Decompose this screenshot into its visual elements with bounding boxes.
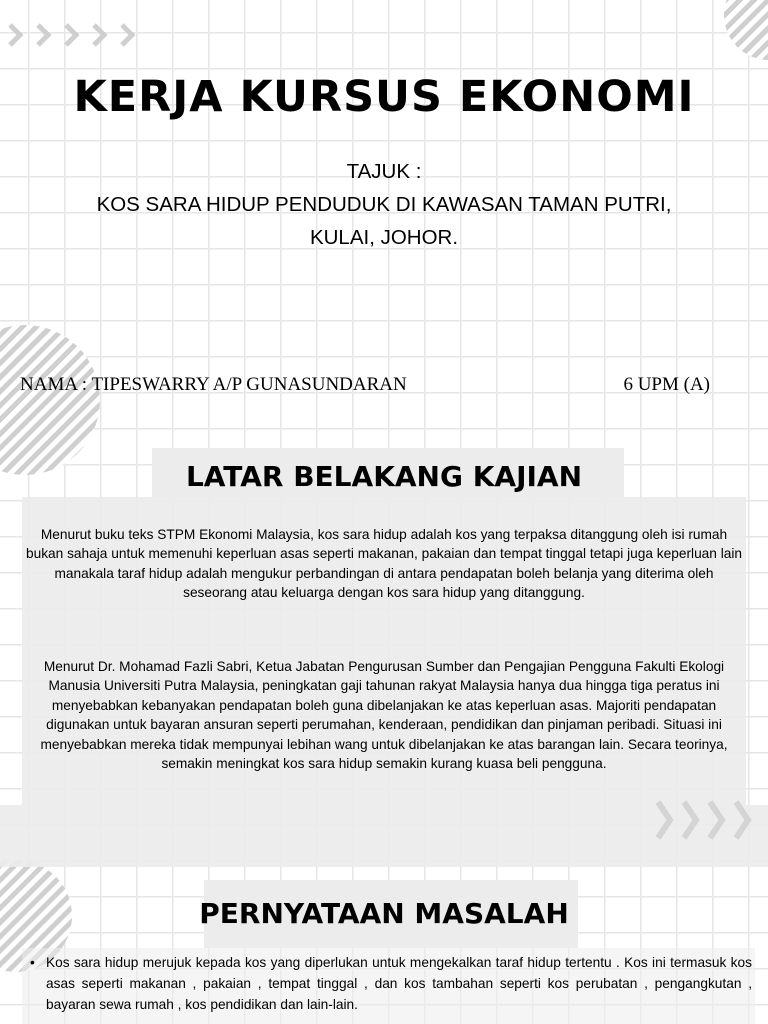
topic-block (0, 155, 768, 254)
section-heading-background-study: LATAR BELAKANG KAJIAN (185, 460, 583, 493)
background-paragraph-1: Menurut buku teks STPM Ekonomi Malaysia, kos sara hidup adalah kos yang terpaksa ditanggung oleh isi rumah bukan sahaja untuk memenuhi keperluan asas seperti makanan, pakaian dan tempat tinggal tetapi juga keperluan lain manakala taraf hidup adalah mengukur perbandingan di antara pendapatan boleh belanja yang diterima oleh seseorang atau keluarga dengan kos sara hidup yang ditanggung. (25, 527, 743, 601)
student-info (20, 374, 710, 396)
bullet-marker: • (30, 955, 35, 970)
section-heading-problem-statement: PERNYATAAN MASALAH (199, 897, 569, 930)
chevron-right-icon (678, 798, 702, 842)
student-class: 6 UPM (A) (623, 374, 710, 395)
student-name: NAMA : TIPESWARRY A/P GUNASUNDARAN (20, 374, 407, 395)
topic-label: TAJUK : (346, 160, 422, 183)
topic-line-1: KOS SARA HIDUP PENDUDUK DI KAWASAN TAMAN PUTRI, (96, 193, 672, 216)
chevron-right-icon (58, 22, 84, 48)
striped-circle-decoration (724, 0, 768, 60)
chevron-right-icon (730, 798, 754, 842)
chevron-right-icon (30, 22, 56, 48)
chevron-right-icon (2, 22, 28, 48)
background-paragraph-2: Menurut Dr. Mohamad Fazli Sabri, Ketua Jabatan Pengurusan Sumber dan Pengajian Pengguna Fakulti Ekologi Manusia Universiti Putra Malaysia, peningkatan gaji tahunan rakyat Malaysia hanya dua hingga tiga peratus ini menyebabkan kebanyakan pendapatan boleh guna dibelanjakan ke atas keperluan asas. Majoriti pendapatan digunakan untuk bayaran ansuran seperti perumahan, kenderaan, pendidikan dan pinjaman peribadi. Situasi ini menyebabkan mereka tidak mempunyai lebihan wang untuk dibelanjakan ke atas barangan lain. Secara teorinya, semakin meningkat kos sara hidup semakin kurang kuasa beli pengguna. (40, 659, 728, 772)
problem-bullet-1 (30, 952, 752, 1015)
topic-line-2: KULAI, JOHOR. (309, 226, 459, 249)
chevron-group-top (2, 22, 140, 48)
striped-circle-decoration (0, 325, 100, 475)
chevron-right-icon (114, 22, 140, 48)
chevron-right-icon (704, 798, 728, 842)
chevron-group-bottom (652, 798, 754, 842)
chevron-right-icon (86, 22, 112, 48)
document-title: KERJA KURSUS EKONOMI (73, 72, 695, 122)
problem-bullet-text: Kos sara hidup merujuk kepada kos yang diperlukan untuk mengekalkan taraf hidup tertentu . Kos ini termasuk kos asas seperti makanan , pakaian , tempat tinggal , dan kos tambahan seperti kos perubatan , pengangkutan , bayaran sewa rumah , kos pendidikan dan lain-lain. (46, 955, 752, 1012)
chevron-right-icon (652, 798, 676, 842)
